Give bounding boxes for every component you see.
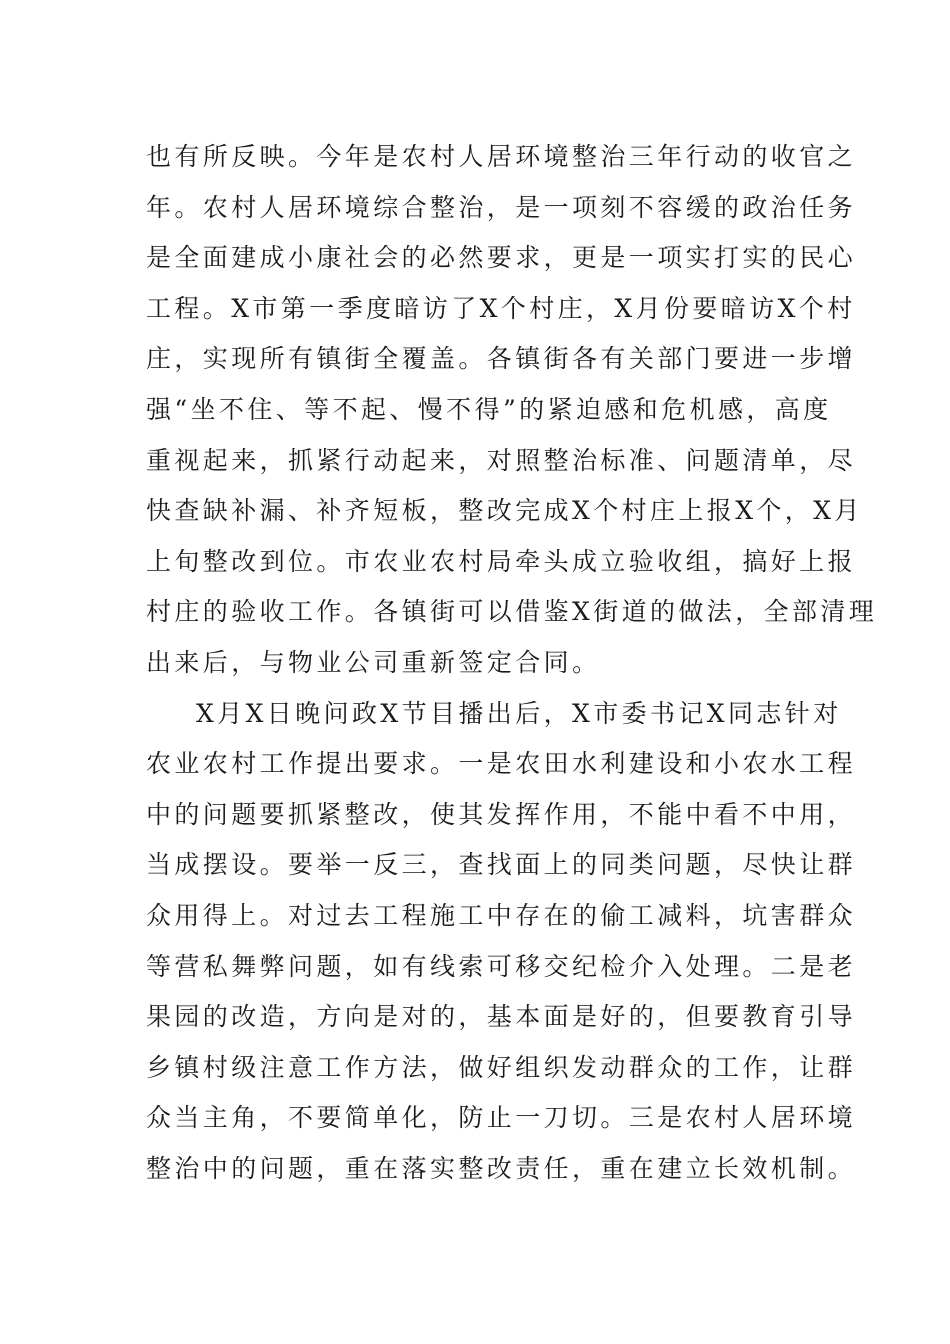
text-line: 农业农村工作提出要求。一是农田水利建设和小农水工程 — [146, 749, 857, 779]
text-line: 果园的改造，方向是对的，基本面是好的，但要教育引导 — [146, 1002, 857, 1032]
text-line: 中的问题要抓紧整改，使其发挥作用，不能中看不中用， — [146, 799, 857, 829]
text-line: 上旬整改到位。市农业农村局牵头成立验收组，搞好上报 — [146, 546, 857, 576]
text-line: 是全面建成小康社会的必然要求，更是一项实打实的民心 — [146, 243, 857, 273]
text-line: 出来后，与物业公司重新签定合同。 — [146, 647, 601, 677]
text-line: 庄，实现所有镇街全覆盖。各镇街各有关部门要进一步增 — [146, 344, 857, 374]
text-line: 整治中的问题，重在落实整改责任，重在建立长效机制。 — [146, 1153, 857, 1183]
text-line: 村庄的验收工作。各镇街可以借鉴X街道的做法，全部清理 — [146, 597, 878, 627]
text-line: 众当主角，不要简单化，防止一刀切。三是农村人居环境 — [146, 1103, 857, 1133]
body-text — [146, 132, 878, 1194]
text-line: 强“坐不住、等不起、慢不得”的紧迫感和危机感，高度 — [146, 394, 832, 424]
text-line: 快查缺补漏、补齐短板，整改完成X个村庄上报X个，X月 — [146, 496, 863, 526]
text-line: 工程。X市第一季度暗访了X个村庄，X月份要暗访X个村 — [146, 293, 856, 323]
paragraph-2 — [146, 689, 857, 1195]
text-line: 众用得上。对过去工程施工中存在的偷工减料，坑害群众 — [146, 900, 857, 930]
text-line: 当成摆设。要举一反三，查找面上的同类问题，尽快让群 — [146, 850, 857, 880]
text-line: 重视起来，抓紧行动起来，对照整治标准、问题清单，尽 — [146, 445, 857, 475]
text-line: 乡镇村级注意工作方法，做好组织发动群众的工作，让群 — [146, 1052, 857, 1082]
paragraph-1 — [146, 132, 878, 689]
text-line: X月X日晚问政X节目播出后，X市委书记X同志针对 — [196, 698, 842, 728]
text-line: 也有所反映。今年是农村人居环境整治三年行动的收官之 — [146, 142, 857, 171]
text-line: 年。农村人居环境综合整治，是一项刻不容缓的政治任务 — [146, 192, 857, 222]
text-line: 等营私舞弊问题，如有线索可移交纪检介入处理。二是老 — [146, 951, 857, 981]
